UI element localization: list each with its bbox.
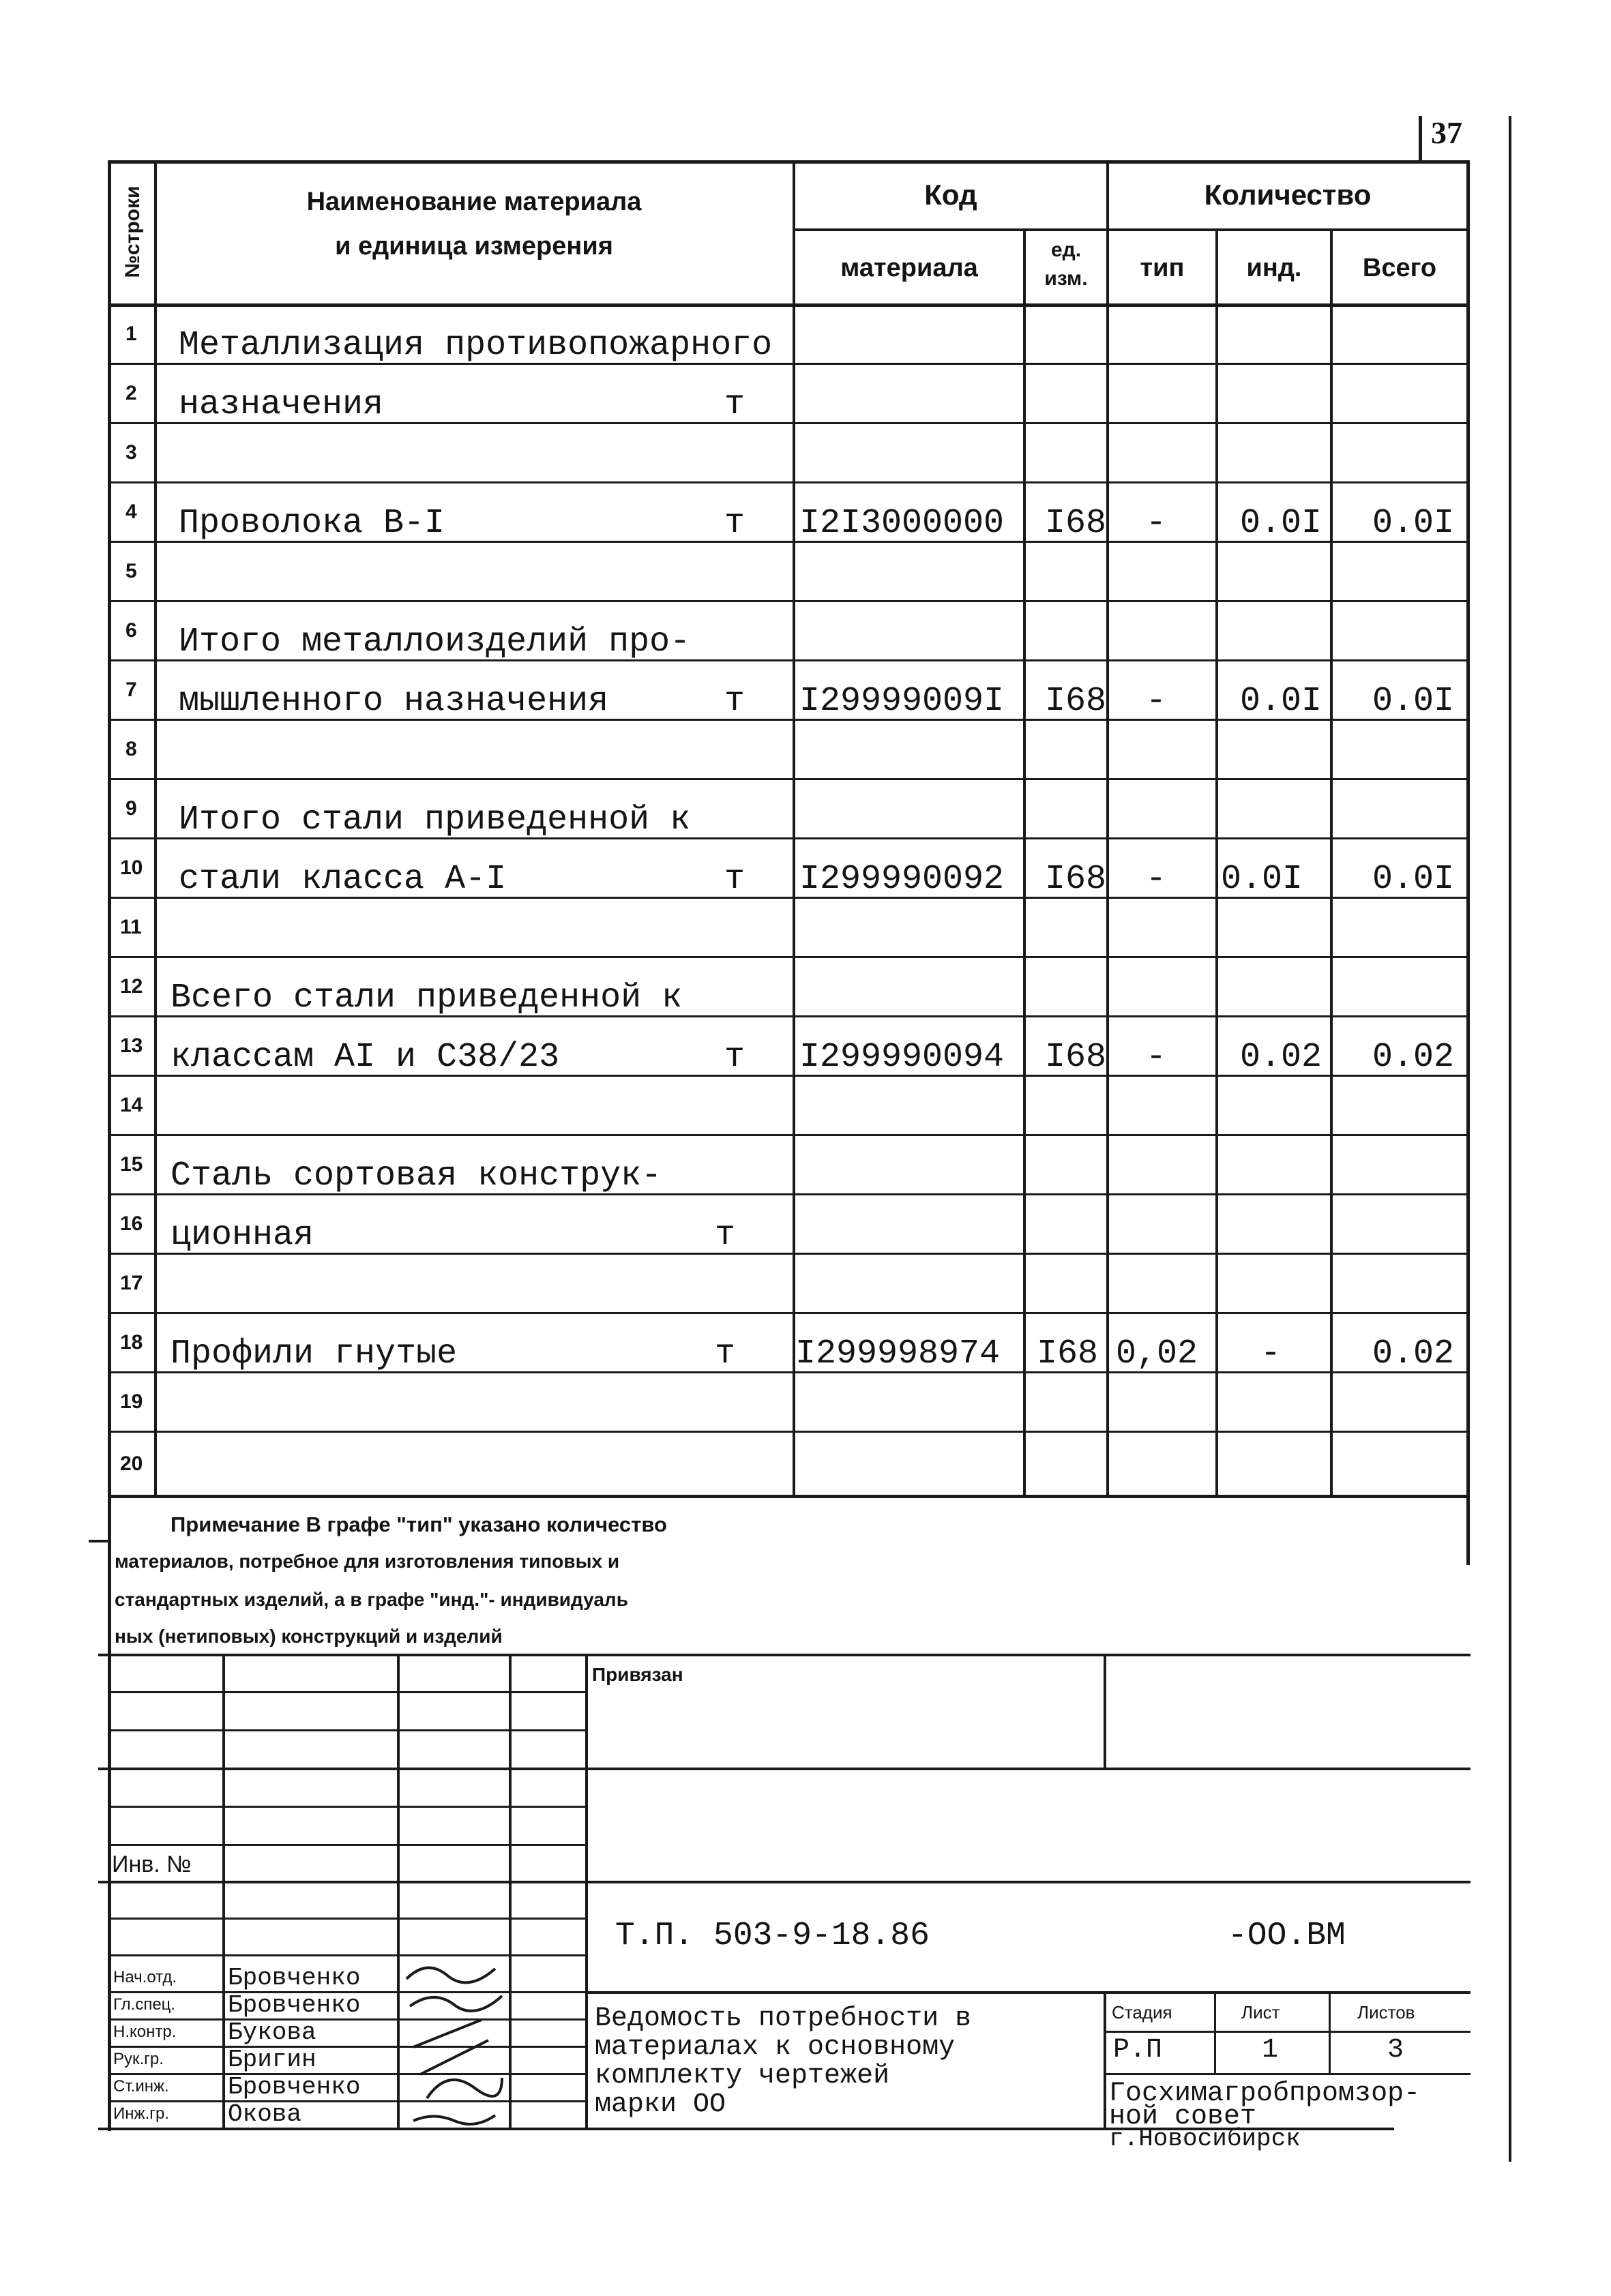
header-row-number: №строки [121, 185, 144, 278]
row13-code: I299990094 [799, 1038, 1005, 1077]
header-material: материала [840, 254, 978, 282]
row18-unit: т [715, 1335, 736, 1373]
sheets-label: Листов [1357, 2002, 1415, 2023]
row18-total: 0.02 [1372, 1335, 1455, 1373]
doc-suffix: -ОО.ВМ [1228, 1918, 1346, 1954]
row10-unit: т [724, 860, 745, 899]
doc-code: Т.П. 503-9-18.86 [615, 1918, 930, 1954]
page-number-bar [1419, 116, 1422, 164]
row1-name: Металлизация противопожарного [179, 326, 773, 365]
row-number: 6 [125, 619, 137, 642]
note-line3: стандартных изделий, а в графе "инд."- индивидуаль [115, 1589, 628, 1610]
linked-label: Привязан [592, 1664, 683, 1685]
row18-type: 0,02 [1116, 1335, 1198, 1373]
row18-name: Профили гнутые [171, 1335, 458, 1373]
row10-name: стали класса А-I [179, 860, 507, 899]
stage-value: Р.П [1113, 2035, 1163, 2066]
row4-code: I2I3000000 [799, 504, 1005, 543]
row10-type: - [1146, 860, 1167, 899]
org-line2: ной совет [1109, 2102, 1257, 2132]
org-line3: г.Новосибирск [1109, 2125, 1301, 2153]
row6-name: Итого металлоизделий про- [179, 623, 691, 661]
row-number: 8 [125, 738, 137, 760]
header-quantity: Количество [1204, 179, 1372, 211]
row7-ind: 0.0I [1240, 682, 1322, 721]
signature-scribbles [400, 1952, 509, 2129]
row4-measure: I68 [1045, 504, 1107, 543]
row10-measure: I68 [1045, 860, 1107, 899]
row-number: 3 [125, 441, 137, 464]
row-number: 2 [125, 382, 137, 404]
row-number: 4 [125, 501, 137, 523]
row-number: 9 [125, 797, 137, 820]
row13-unit: т [724, 1038, 745, 1077]
note-line1: Примечание В графе "тип" указано количество [171, 1512, 667, 1536]
sig-name: Бровченко [228, 1964, 361, 1992]
row10-code: I299990092 [799, 860, 1005, 899]
sig-name: Букова [228, 2018, 316, 2046]
row-number: 10 [120, 856, 143, 879]
page-number: 37 [1431, 115, 1462, 150]
row7-measure: I68 [1045, 682, 1107, 721]
header-ind: инд. [1246, 254, 1302, 282]
row2-name: назначения [179, 385, 384, 424]
row7-type: - [1146, 682, 1167, 721]
org-line1: Госхимагробпромзор- [1109, 2078, 1421, 2109]
row7-total: 0.0I [1372, 682, 1455, 721]
sig-name: Бровченко [228, 1991, 361, 2019]
row-number: 1 [125, 323, 137, 345]
row-number: 17 [120, 1272, 143, 1294]
row7-code: I29999009I [799, 682, 1005, 721]
row16-unit: т [715, 1216, 736, 1255]
header-total: Всего [1362, 254, 1437, 282]
row-number: 14 [120, 1094, 143, 1116]
row4-name: Проволока В-I [179, 504, 445, 543]
sig-role: Нач.отд. [113, 1968, 177, 1986]
row15-name: Сталь сортовая конструк- [171, 1157, 662, 1195]
doc-title-line3: комплекту чертежей [595, 2061, 890, 2091]
inv-no-label: Инв. № [112, 1851, 192, 1877]
row13-total: 0.02 [1372, 1038, 1455, 1077]
row-number: 20 [120, 1452, 143, 1475]
row4-total: 0.0I [1372, 504, 1455, 543]
row18-code: I299998974 [795, 1335, 1001, 1373]
row-number: 13 [120, 1034, 143, 1057]
doc-title-line2: материалах к основному [595, 2032, 956, 2063]
header-code: Код [924, 179, 977, 211]
doc-title-line1: Ведомость потребности в [595, 2003, 972, 2034]
sig-role: Инж.гр. [113, 2104, 169, 2123]
row16-name: ционная [171, 1216, 314, 1255]
sig-name: Окова [228, 2100, 302, 2128]
row7-name: мышленного назначения [179, 682, 609, 721]
row-number: 15 [120, 1153, 143, 1176]
row18-measure: I68 [1037, 1335, 1099, 1373]
header-unit-line2: изм. [1044, 267, 1088, 290]
row13-name: классам АI и С38/23 [171, 1038, 560, 1077]
sig-name: Бровченко [228, 2073, 361, 2101]
note-line4: ных (нетиповых) конструкций и изделий [115, 1626, 503, 1647]
row10-ind: 0.0I [1221, 860, 1303, 899]
row10-total: 0.0I [1372, 860, 1455, 899]
row-number: 12 [120, 975, 143, 998]
row-number: 11 [120, 916, 142, 938]
row-number: 5 [125, 560, 137, 582]
doc-title-line4: марки ОО [595, 2089, 726, 2120]
row13-measure: I68 [1045, 1038, 1107, 1077]
stage-label: Стадия [1112, 2002, 1172, 2023]
row2-unit: т [724, 385, 745, 424]
row9-name: Итого стали приведенной к [179, 801, 691, 839]
header-name-line1: Наименование материала [306, 188, 642, 216]
header-unit-line1: ед. [1050, 239, 1082, 261]
row7-unit: т [724, 682, 745, 721]
sig-role: Рук.гр. [113, 2050, 164, 2068]
header-name-line2: и единица измерения [335, 232, 613, 260]
sheet-label: Лист [1241, 2002, 1280, 2023]
sheets-value: 3 [1387, 2035, 1404, 2066]
row18-ind: - [1260, 1335, 1282, 1373]
row13-type: - [1146, 1038, 1167, 1077]
note-line2: материалов, потребное для изготовления типовых и [115, 1551, 620, 1572]
sheet-value: 1 [1262, 2035, 1279, 2066]
sig-role: Ст.инж. [113, 2077, 169, 2096]
row-number: 16 [120, 1212, 143, 1235]
sig-role: Гл.спец. [113, 1995, 176, 2014]
row13-ind: 0.02 [1240, 1038, 1322, 1077]
sig-name: Бригин [228, 2046, 316, 2074]
row-number: 18 [120, 1331, 143, 1354]
row4-ind: 0.0I [1240, 504, 1322, 543]
row12-name: Всего стали приведенной к [171, 979, 683, 1017]
row4-unit: т [724, 504, 745, 543]
row-number: 19 [120, 1390, 143, 1413]
row-number: 7 [125, 679, 137, 701]
row4-type: - [1146, 504, 1167, 543]
header-type: тип [1140, 254, 1185, 282]
sig-role: Н.контр. [113, 2023, 177, 2041]
